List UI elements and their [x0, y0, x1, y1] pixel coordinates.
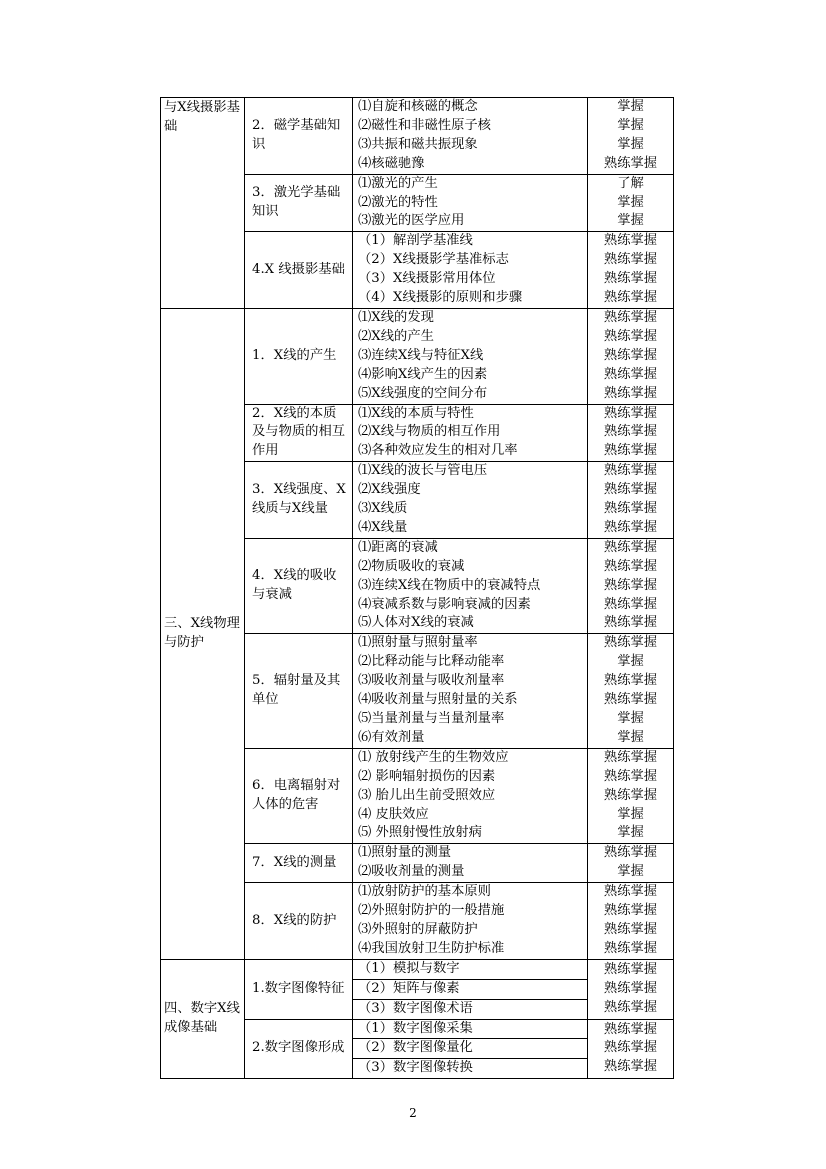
items-cell — [353, 232, 588, 309]
item-text: ⑵吸收剂量的测量 — [358, 864, 465, 880]
item-text: （4）X线摄影的原则和步骤 — [358, 290, 523, 306]
item-level: 熟练掌握 — [603, 233, 658, 249]
item-text: ⑶吸收剂量与吸收剂量率 — [358, 673, 505, 689]
item-level: 熟练掌握 — [603, 1021, 658, 1037]
item-text: （1）模拟与数字 — [353, 960, 587, 980]
item-level: 熟练掌握 — [603, 366, 658, 382]
item-text: ⑵X线强度 — [358, 482, 421, 498]
item-text: ⑴距离的衰减 — [358, 539, 438, 555]
levels-cell — [588, 883, 674, 960]
levels-cell — [588, 232, 674, 309]
item-text: （3）X线摄影常用体位 — [358, 271, 496, 287]
item-text: ⑴放射防护的基本原则 — [358, 884, 491, 900]
item-level: 熟练掌握 — [603, 155, 658, 171]
item-level: 熟练掌握 — [603, 1040, 658, 1056]
levels-cell — [588, 844, 674, 883]
items-cell — [353, 538, 588, 634]
item-text: ⑴照射量的测量 — [358, 845, 452, 861]
items-cell — [353, 634, 588, 748]
levels-cell — [588, 959, 674, 1019]
item-level: 掌握 — [617, 729, 644, 745]
item-text: ⑹有效剂量 — [358, 729, 425, 745]
item-text: ⑶连续X线与特征X线 — [358, 347, 484, 363]
item-level: 熟练掌握 — [603, 482, 658, 498]
item-text: ⑶共振和磁共振现象 — [358, 136, 478, 152]
topic-cell: 2．X线的本质及与物质的相互作用 — [245, 404, 353, 462]
item-text: ⑶X线质 — [358, 501, 408, 517]
item-text: ⑴激光的产生 — [358, 175, 438, 191]
section-title: 与X线摄影基础 — [161, 98, 245, 309]
topic-cell: 7．X线的测量 — [245, 844, 353, 883]
item-text: ⑴X线的本质与特性 — [358, 405, 474, 421]
item-level: 熟练掌握 — [603, 290, 658, 306]
item-text: ⑷核磁驰豫 — [358, 155, 425, 171]
item-text: （2）X线摄影学基准标志 — [358, 252, 509, 268]
item-text: ⑵激光的特性 — [358, 194, 438, 210]
item-level: 熟练掌握 — [603, 635, 658, 651]
item-text: （1）解剖学基准线 — [358, 233, 473, 249]
item-level: 熟练掌握 — [603, 577, 658, 593]
item-level: 熟练掌握 — [603, 252, 658, 268]
topic-cell: 6．电离辐射对人体的危害 — [245, 748, 353, 844]
item-text: ⑶各种效应发生的相对几率 — [358, 443, 518, 459]
item-level: 熟练掌握 — [603, 980, 658, 996]
topic-cell: 1.数字图像特征 — [245, 959, 353, 1019]
item-level: 熟练掌握 — [603, 692, 658, 708]
levels-cell — [588, 98, 674, 175]
levels-cell — [588, 404, 674, 462]
levels-cell — [588, 308, 674, 404]
item-text: ⑴自旋和核磁的概念 — [358, 99, 478, 114]
items-cell — [353, 883, 588, 960]
section-title: 三、X线物理与防护 — [161, 308, 245, 959]
topic-cell: 2．磁学基础知识 — [245, 98, 353, 175]
levels-cell — [588, 634, 674, 748]
item-level: 熟练掌握 — [603, 309, 658, 325]
item-level: 掌握 — [617, 806, 644, 822]
item-text: ⑷吸收剂量与照射量的关系 — [358, 692, 518, 708]
item-text: ⑴照射量与照射量率 — [358, 635, 478, 651]
topic-cell: 4．X线的吸收与衰减 — [245, 538, 353, 634]
item-level: 熟练掌握 — [603, 768, 658, 784]
item-level: 熟练掌握 — [603, 271, 658, 287]
levels-cell — [588, 1019, 674, 1079]
item-text: ⑷X线量 — [358, 519, 408, 535]
item-text: ⑷ 皮肤效应 — [358, 806, 429, 822]
item-level: 掌握 — [617, 864, 644, 880]
item-text: ⑷我国放射卫生防护标准 — [358, 940, 505, 956]
item-level: 熟练掌握 — [603, 961, 658, 977]
item-level: 熟练掌握 — [603, 347, 658, 363]
topic-cell: 1．X线的产生 — [245, 308, 353, 404]
item-text: ⑵比释动能与比释动能率 — [358, 654, 505, 670]
item-level: 熟练掌握 — [603, 749, 658, 765]
topic-cell: 8．X线的防护 — [245, 883, 353, 960]
item-level: 熟练掌握 — [603, 845, 658, 861]
items-cell — [353, 98, 588, 175]
items-cell — [353, 462, 588, 539]
items-cell — [353, 174, 588, 232]
item-text: ⑴ 放射线产生的生物效应 — [358, 749, 509, 765]
items-cell — [353, 1019, 588, 1079]
item-level: 掌握 — [617, 117, 644, 133]
item-text: ⑵ 影响辐射损伤的因素 — [358, 768, 496, 784]
topic-cell: 4.X 线摄影基础 — [245, 232, 353, 309]
item-level: 掌握 — [617, 711, 644, 726]
item-text: ⑸人体对X线的衰减 — [358, 615, 474, 631]
item-level: 掌握 — [617, 654, 644, 670]
item-level: 熟练掌握 — [603, 596, 658, 612]
items-cell — [353, 748, 588, 844]
item-level: 掌握 — [617, 194, 644, 210]
item-level: 熟练掌握 — [603, 463, 658, 479]
item-level: 熟练掌握 — [603, 787, 658, 803]
item-text: ⑷影响X线产生的因素 — [358, 366, 488, 382]
items-cell — [353, 308, 588, 404]
item-level: 掌握 — [617, 136, 644, 152]
section-title: 四、数字X线成像基础 — [161, 959, 245, 1078]
item-text: （1）数字图像采集 — [353, 1020, 587, 1040]
item-level: 熟练掌握 — [603, 921, 658, 937]
item-text: ⑶ 胎儿出生前受照效应 — [358, 787, 496, 803]
item-level: 熟练掌握 — [603, 1059, 658, 1075]
item-text: ⑵外照射防护的一般措施 — [358, 903, 505, 919]
levels-cell — [588, 462, 674, 539]
item-level: 熟练掌握 — [603, 443, 658, 459]
topic-cell: 3．激光学基础知识 — [245, 174, 353, 232]
levels-cell — [588, 748, 674, 844]
item-text: ⑶外照射的屏蔽防护 — [358, 921, 478, 937]
item-level: 掌握 — [617, 825, 644, 841]
items-cell — [353, 404, 588, 462]
item-level: 掌握 — [617, 213, 644, 229]
topic-cell: 5．辐射量及其单位 — [245, 634, 353, 748]
item-text: ⑴X线的波长与管电压 — [358, 463, 488, 479]
item-text: ⑴X线的发现 — [358, 309, 434, 325]
item-text: （2）矩阵与像素 — [353, 980, 587, 1000]
item-text: （3）数字图像转换 — [358, 1060, 473, 1076]
item-level: 掌握 — [617, 99, 644, 114]
item-level: 熟练掌握 — [603, 328, 658, 344]
items-cell — [353, 844, 588, 883]
topic-cell: 2.数字图像形成 — [245, 1019, 353, 1079]
syllabus-table — [160, 97, 674, 1079]
item-level: 熟练掌握 — [603, 405, 658, 421]
item-level: 熟练掌握 — [603, 558, 658, 574]
item-text: （3）数字图像术语 — [358, 1000, 473, 1016]
item-level: 熟练掌握 — [603, 501, 658, 517]
item-level: 熟练掌握 — [603, 385, 658, 401]
levels-cell — [588, 538, 674, 634]
item-level: 熟练掌握 — [603, 884, 658, 900]
item-level: 熟练掌握 — [603, 903, 658, 919]
item-text: ⑵X线的产生 — [358, 328, 434, 344]
item-text: ⑵磁性和非磁性原子核 — [358, 117, 491, 133]
item-level: 熟练掌握 — [603, 940, 658, 956]
topic-cell: 3．X线强度、X线质与X线量 — [245, 462, 353, 539]
item-text: ⑵X线与物质的相互作用 — [358, 424, 501, 440]
item-text: ⑵物质吸收的衰减 — [358, 558, 465, 574]
item-text: ⑷衰减系数与影响衰减的因素 — [358, 596, 531, 612]
item-level: 熟练掌握 — [603, 615, 658, 631]
item-text: ⑶连续X线在物质中的衰减特点 — [358, 577, 541, 593]
item-text: ⑸X线强度的空间分布 — [358, 385, 488, 401]
item-level: 熟练掌握 — [603, 999, 658, 1015]
items-cell — [353, 959, 588, 1019]
levels-cell — [588, 174, 674, 232]
item-level: 了解 — [617, 175, 644, 191]
item-text: （2）数字图像量化 — [353, 1039, 587, 1059]
item-text: ⑸当量剂量与当量剂量率 — [358, 711, 505, 726]
item-level: 熟练掌握 — [603, 424, 658, 440]
item-text: ⑶激光的医学应用 — [358, 213, 465, 229]
item-level: 熟练掌握 — [603, 673, 658, 689]
item-level: 熟练掌握 — [603, 519, 658, 535]
item-text: ⑸ 外照射慢性放射病 — [358, 825, 482, 841]
page-number: 2 — [409, 1106, 417, 1120]
item-level: 熟练掌握 — [603, 539, 658, 555]
